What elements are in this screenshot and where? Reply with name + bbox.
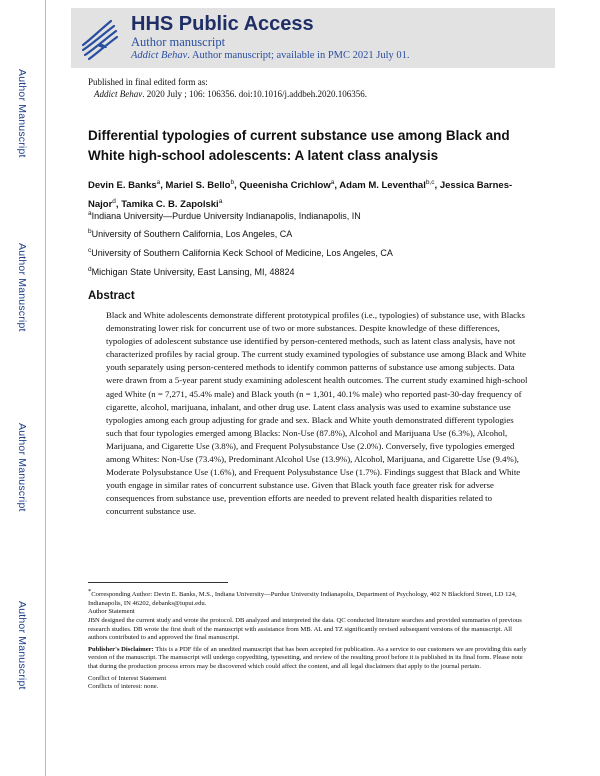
hhs-title: HHS Public Access (131, 13, 314, 35)
author: Devin E. Banks$^a$, (88, 179, 166, 192)
conflict-heading: Conflict of Interest Statement (88, 674, 167, 682)
author-statement-heading: Author Statement (88, 608, 135, 616)
side-label-author-manuscript: Author Manuscript (16, 422, 28, 512)
side-label-author-manuscript: Author Manuscript (16, 242, 28, 332)
journal-name: Addict Behav (131, 50, 188, 61)
author: Queenisha Crichlow$^a$, (239, 179, 340, 192)
publication-info (88, 76, 367, 100)
citation (88, 88, 367, 100)
abstract-heading: Abstract (88, 290, 135, 302)
affiliation: $^d$Michigan State University, East Lansing, MI, 48824 (88, 266, 295, 277)
citation-details: . 2020 July ; 106: 106356. doi:10.1016/j.addbeh.2020.106356. (142, 89, 367, 99)
hhs-eagle-icon (71, 8, 127, 68)
availability-text: . Author manuscript; available in PMC 2021 July 01. (187, 50, 410, 61)
side-label-author-manuscript: Author Manuscript (16, 68, 28, 158)
side-label-author-manuscript: Author Manuscript (16, 600, 28, 690)
margin-rule (45, 0, 46, 776)
author: Jessica Barnes-Najor$^d$, (88, 180, 513, 211)
corresponding-author-note: *Corresponding Author: Devin E. Banks, M.S., Indiana University—Purdue University Indianapolis, Department of Psychology, 402 N Blackford Street, LD 124, Indianapolis, IN 46202, debanks@iupui.edu. (88, 588, 517, 607)
availability-note (131, 49, 410, 63)
conflict-statement: Conflicts of interest: none. (88, 683, 159, 691)
manuscript-type: Author manuscript (131, 35, 226, 49)
footnote-divider (88, 582, 228, 583)
hhs-header (71, 8, 555, 68)
author: Mariel S. Bello$^b$, (165, 179, 240, 192)
publisher-disclaimer: Publisher's Disclaimer: This is a PDF file of an unedited manuscript that has been accepted for publication. As a service to our customers we are providing this early version of the manuscript. The manuscript will undergo copyediting, typesetting, and review of the resulting proof before it is published in its final form. Please note that during the production process errors may be discovered which could affect the content, and all legal disclaimers that apply to the journal pertain. (88, 645, 527, 670)
affiliation: $^c$University of Southern California Keck School of Medicine, Los Angeles, CA (88, 247, 393, 258)
author-statement: JBN designed the current study and wrote the protocol. DB analyzed and interpreted the data. QC conducted literature searches and provided summaries of previous research studies. DB wrote the first draft of the manuscript with assistance from MB. AL and TZ significantly revised subsequent versions of the manuscript. All authors contributed to and approved the final manuscript. (88, 616, 522, 642)
citation-journal: Addict Behav (94, 89, 143, 99)
affiliation: $^a$Indiana University—Purdue University Indianapolis, Indianapolis, IN (88, 210, 361, 221)
published-label: Published in final edited form as: (88, 77, 208, 87)
abstract-body: Black and White adolescents demonstrate different prototypical profiles (i.e., typologies) of substance use, with Blacks demonstrating lower risk for concurrent use of two or more substances. Despite knowledge of these differences, typologies of adolescent substance use identified by person-centered methods, such as latent class analysis, have not characterized profiles by racial group. The current study examined typologies of substance use among Black and White youth separately using person-centered methods to identify common patterns of substance use among subjects. Data were drawn from a 5-year parent study examining adolescent health outcomes. The current study examined high-school aged White (n = 7,271, 45.4% male) and Black youth (n = 1,301, 40.1% male) who reported past-30-day frequency of cigarette, alcohol, marijuana, inhalant, and other drug use. Latent class analysis was used to examine substance use typologies among each group adjusting for grade and sex. Black and White youth demonstrated different typologies such that four typologies emerged among Blacks: Non-Use (87.8%), Alcohol and Marijuana Use (6.3%), Alcohol, Marijuana, and Cigarette Use (3.8%), and Frequent Polysubstance Use (2.0%). Conversely, five typologies emerged among Whites: Non-Use (73.4%), Predominant Alcohol Use (13.9%), Alcohol, Marijuana, and Cigarette Use (9.4%), Moderate Polysubstance Use (1.6%), and Frequent Polysubstance Use (1.7%). Findings suggest that Black and White youth engage in similar rates of concurrent substance use. Given that Black youth face greater risk for adverse consequences from substance use, prevention efforts are needed to prevent related health disparities related to concurrent substance use. (106, 310, 528, 517)
affiliation: $^b$University of Southern California, Los Angeles, CA (88, 228, 293, 239)
author: Tamika C. B. Zapolski$^a$ (121, 198, 223, 211)
footnotes (88, 588, 528, 692)
article-title: Differential typologies of current substance use among Black and White high-school adolescents: A latent class analysis (88, 128, 510, 163)
author: Adam M. Leventhal$^{b,c}$, (339, 179, 440, 192)
